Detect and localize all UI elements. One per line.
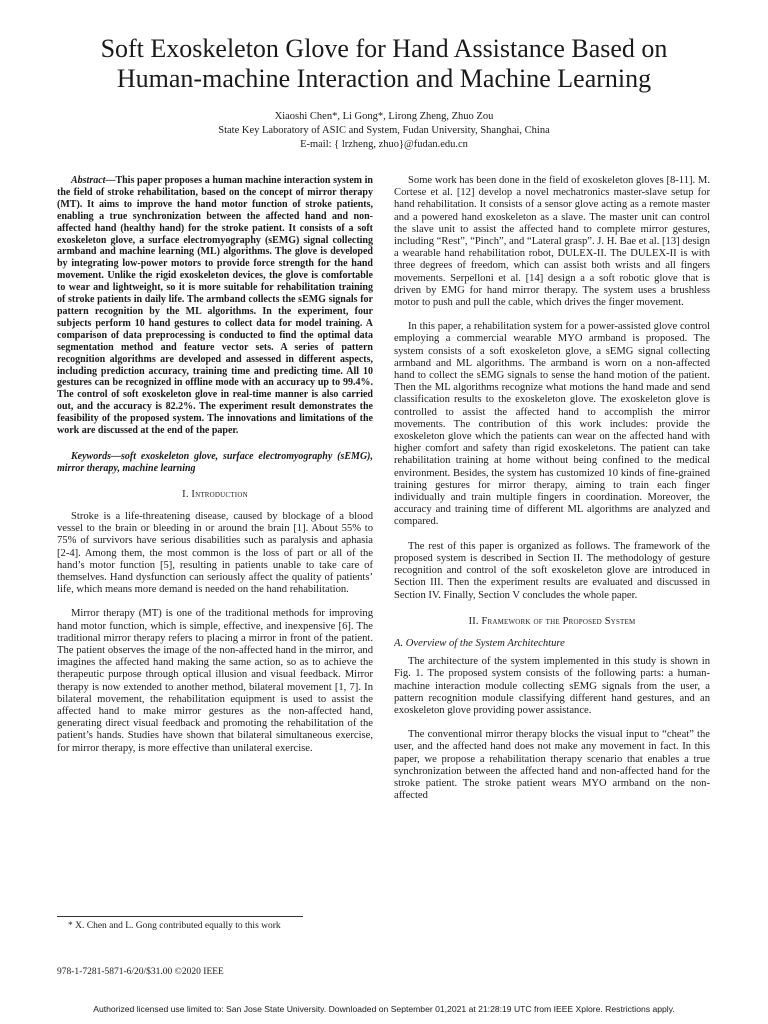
title-line-2: Human-machine Interaction and Machine Learning	[116, 64, 652, 93]
abstract	[57, 175, 373, 437]
affiliation: State Key Laboratory of ASIC and System, Fudan University, Shanghai, China	[218, 125, 550, 136]
section-heading-introduction: I. Introduction	[182, 488, 248, 500]
footnote-divider	[57, 916, 303, 917]
paper-title	[40, 34, 728, 94]
contribution-paragraph: In this paper, a rehabilitation system for a power-assisted glove control employing a commercial wearable MYO armband is proposed. The system consists of a soft exoskeleton glove, a sEMG signal collecting armband and ML algorithms. The armband is worn on a non-affected hand to collect the sEMG signals to sense the hand motion of the patient. Then the ML algorithms recognize what motions the hand made and send classification results to the exoskeleton glove. The exoskeleton glove is controlled to assist the affected hand to accomplish the mirror movements. The contribution of this work includes: provide the exoskeleton glove which the patients can wear on the affected hand with higher comfort and safety than rigid exoskeletons. The patient can take rehabilitation training at home without being confined to the medical environment. Besides, the system has customized 10 kinds of fine-grained training gestures for mirror therapy, aiming to train each finger individually and train multiple fingers in coordination. Moreover, the accuracy and training time of different ML algorithms are analyzed and compared.	[394, 321, 710, 528]
intro-paragraph-1: Stroke is a life-threatening disease, caused by blockage of a blood vessel to the brain or bleeding in or around the brain [1]. About 55% to 75% of survivors have serious disabilities such as paralysis and aphasia [2-4]. Among them, the most common is the loss of part or all of the hand’s motor function [5], resulting in patients unable to take care of themselves. Hand dysfunction can seriously affect the quality of patients’ life, which means more demand is needed on the hand rehabilitation.	[57, 510, 373, 596]
right-column	[394, 175, 710, 802]
abstract-dash: —	[105, 175, 116, 186]
organization-paragraph: The rest of this paper is organized as follows. The framework of the proposed system is described in Section II. The methodology of gesture recognition and control of the soft exoskeleton glove are introduced in Section III. Then the experiment results are evaluated and discussed in Section IV. Finally, Section V concludes the whole paper.	[394, 540, 710, 601]
footnote: * X. Chen and L. Gong contributed equally to this work	[68, 921, 281, 931]
left-column	[57, 175, 373, 755]
title-line-1: Soft Exoskeleton Glove for Hand Assistance Based on	[100, 34, 668, 63]
abstract-label: Abstract	[71, 175, 106, 186]
license-notice: Authorized licensed use limited to: San Jose State University. Downloaded on September 01,2021 at 21:28:19 UTC from IEEE Xplore. Restrictions apply.	[93, 1004, 675, 1014]
subsection-heading-overview: A. Overview of the System Architechture	[394, 637, 565, 649]
mirror-therapy-paragraph: The conventional mirror therapy blocks the visual input to “cheat” the user, and the affected hand does not make any movement in fact. In this paper, we propose a rehabilitation therapy scenario that enables a true synchronization between the affected hand and non-affected hand for the stroke patient. The stroke patient wears MYO armband on the non-affected	[394, 729, 710, 802]
abstract-text: This paper proposes a human machine interaction system in the field of stroke rehabilitation, based on the concept of mirror therapy (MT). It aims to improve the hand motor function of stroke patients, enabling a true synchronization between the affected hand and non-affected hand (healthy hand) for the stroke patient. It consists of a soft exoskeleton glove, a surface electromyography (sEMG) signal collecting armband and machine learning (ML) algorithms. The glove is developed by integrating low-power motors to provide force strength for the hand movement. Unlike the rigid exoskeleton devices, the glove is comfortable to wear and lightweight, so it is more suitable for rehabilitation training of stroke patients in daily life. The armband collects the sEMG signals for pattern recognition by the ML algorithms. In the experiment, four subjects perform 10 hand gestures to collect data for model training. A comparison of data preprocessing is conducted to find the optimal data segmentation method and feature vector sets. A series of pattern recognition algorithms are developed and assessed in different aspects, including prediction accuracy, training time and predicting time. All 10 gestures can be recognized in offline mode with an accuracy up to 99.4%. The control of soft exoskeleton glove in real-time manner is also carried out, and the accuracy is 82.2%. The experiment result demonstrates the feasibility of the proposed system. The innovations and limitations of the work are discussed at the end of the paper.	[57, 175, 373, 437]
copyright-line: 978-1-7281-5871-6/20/$31.00 ©2020 IEEE	[57, 967, 224, 977]
contact-email: E-mail: { lrzheng, zhuo}@fudan.edu.cn	[300, 139, 468, 150]
author-list: Xiaoshi Chen*, Li Gong*, Lirong Zheng, Zhuo Zou	[274, 111, 494, 122]
architecture-paragraph: The architecture of the system implemented in this study is shown in Fig. 1. The proposed system consists of the following parts: a human-machine interaction module collecting sEMG signals from the user, a pattern recognition module classifying different hand gestures, and an exoskeleton glove providing power assistance.	[394, 656, 710, 716]
section-heading-framework: II. Framework of the Proposed System	[468, 615, 636, 627]
related-work-paragraph: Some work has been done in the field of exoskeleton gloves [8-11]. M. Cortese et al. [12] develop a novel mechatronics master-slave setup for hand rehabilitation. It consists of a sensor glove acting as a remote master and a powered hand exoskeleton as a slave. The master unit can control the slave unit to assist the affected hand to complete mirror gestures, including “Rest”, “Pinch”, and “Lateral grasp”. J. H. Bae et al. [13] design a wearable hand rehabilitation robot, DULEX-II. The DULEX-II is with three degrees of freedom, which can assist both wrists and all fingers movements. Serpelloni et al. [14] design a a soft robotic glove that is driven by EMG for hand mirror therapy. The system uses a brushless motor to push and pull the cable, which drives the finger movement.	[394, 175, 710, 309]
intro-paragraph-2: Mirror therapy (MT) is one of the traditional methods for improving hand motor function, which is simple, effective, and inexpensive [6]. The traditional mirror therapy refers to placing a mirror in front of the patient. The patient observes the image of the non-affected hand in the mirror, and imagines the affected hand making the same action, so as to achieve the therapeutic purpose through optical illusion and visual feedback. Mirror therapy is now extended to another method, bilateral movement [1, 7]. In bilateral movement, the rehabilitation equipment is used to assist the affected hand to make mirror gestures as the non-affected hand, generating direct visual feedback and promoting the rehabilitation of the patient’s hands. Studies have shown that bilateral simultaneous exercise, for mirror therapy, is more effective than unilateral exercise.	[57, 608, 373, 754]
keywords: Keywords—soft exoskeleton glove, surface electromyography (sEMG), mirror therapy, machine learning	[57, 450, 373, 474]
